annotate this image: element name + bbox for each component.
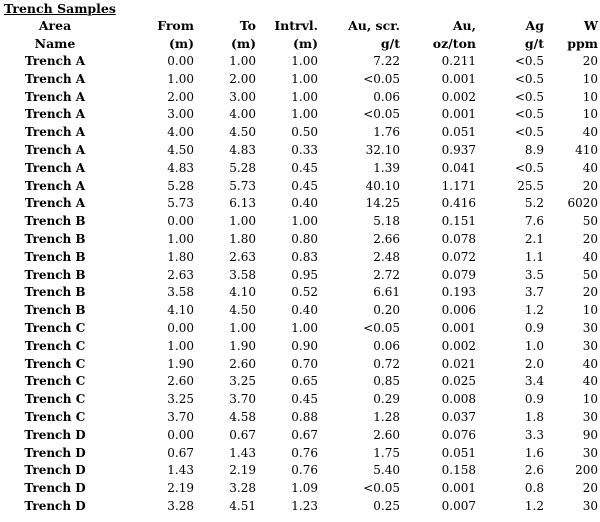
au-scr-cell: 0.25 bbox=[373, 498, 400, 513]
interval-cell: 1.00 bbox=[291, 214, 318, 229]
header-area-unit: Name bbox=[34, 36, 76, 51]
interval-cell: 0.52 bbox=[291, 285, 318, 300]
header-row-2 bbox=[0, 35, 598, 53]
interval-cell: 1.00 bbox=[291, 71, 318, 86]
area-cell: Trench B bbox=[24, 231, 86, 246]
to-cell: 3.58 bbox=[229, 267, 256, 282]
au-scr-cell: 5.40 bbox=[373, 463, 400, 478]
from-cell: 0.00 bbox=[167, 320, 194, 335]
header-from: From bbox=[157, 18, 194, 33]
table-row bbox=[0, 409, 598, 427]
area-cell: Trench D bbox=[24, 498, 86, 513]
w-cell: 50 bbox=[582, 267, 598, 282]
w-cell: 6020 bbox=[567, 196, 598, 211]
area-cell: Trench C bbox=[24, 356, 86, 371]
area-cell: Trench C bbox=[24, 392, 86, 407]
au-oz-cell: 0.937 bbox=[441, 142, 476, 157]
area-cell: Trench A bbox=[24, 142, 86, 157]
from-cell: 1.00 bbox=[167, 231, 194, 246]
interval-cell: 0.40 bbox=[291, 196, 318, 211]
interval-cell: 1.23 bbox=[291, 498, 318, 513]
area-cell: Trench A bbox=[24, 54, 86, 68]
w-cell: 30 bbox=[582, 320, 598, 335]
area-cell: Trench A bbox=[24, 125, 86, 140]
from-cell: 3.25 bbox=[167, 392, 194, 407]
header-area: Area bbox=[38, 18, 72, 33]
header-au-scr: Au, scr. bbox=[348, 18, 400, 33]
header-ag: Ag bbox=[525, 18, 544, 33]
to-cell: 4.50 bbox=[229, 125, 256, 140]
w-cell: 30 bbox=[582, 445, 598, 460]
ag-cell: 0.8 bbox=[524, 481, 544, 496]
trench-samples-table bbox=[0, 17, 598, 516]
area-cell: Trench C bbox=[24, 338, 86, 353]
au-scr-cell: 14.25 bbox=[365, 196, 400, 211]
to-cell: 3.28 bbox=[229, 481, 256, 496]
area-cell: Trench A bbox=[24, 107, 86, 122]
table-row bbox=[0, 338, 598, 356]
to-cell: 3.70 bbox=[229, 392, 256, 407]
table-row bbox=[0, 320, 598, 338]
from-cell: 1.00 bbox=[167, 338, 194, 353]
interval-cell: 0.76 bbox=[291, 463, 318, 478]
area-cell: Trench B bbox=[24, 303, 86, 318]
table-row bbox=[0, 231, 598, 249]
area-cell: Trench A bbox=[24, 89, 86, 104]
ag-cell: 1.2 bbox=[524, 498, 544, 513]
interval-cell: 0.45 bbox=[291, 160, 318, 175]
ag-cell: 3.3 bbox=[524, 427, 544, 442]
w-cell: 40 bbox=[582, 160, 598, 175]
interval-cell: 0.65 bbox=[291, 374, 318, 389]
au-oz-cell: 0.002 bbox=[441, 89, 476, 104]
interval-cell: 0.50 bbox=[291, 125, 318, 140]
ag-cell: 0.9 bbox=[524, 392, 544, 407]
table-row bbox=[0, 53, 598, 71]
au-scr-cell: 7.22 bbox=[373, 54, 400, 68]
to-cell: 1.80 bbox=[229, 231, 256, 246]
au-oz-cell: 0.041 bbox=[441, 160, 476, 175]
from-cell: 5.28 bbox=[167, 178, 194, 193]
area-cell: Trench B bbox=[24, 249, 86, 264]
interval-cell: 1.00 bbox=[291, 107, 318, 122]
from-cell: 1.43 bbox=[167, 463, 194, 478]
table-row bbox=[0, 391, 598, 409]
from-cell: 0.67 bbox=[167, 445, 194, 460]
au-oz-cell: 0.051 bbox=[441, 125, 476, 140]
interval-cell: 1.00 bbox=[291, 54, 318, 68]
table-row bbox=[0, 462, 598, 480]
area-cell: Trench D bbox=[24, 427, 86, 442]
au-oz-cell: 0.007 bbox=[441, 498, 476, 513]
from-cell: 2.63 bbox=[167, 267, 194, 282]
area-cell: Trench B bbox=[24, 214, 86, 229]
from-cell: 1.90 bbox=[167, 356, 194, 371]
from-cell: 4.00 bbox=[167, 125, 194, 140]
ag-cell: 8.9 bbox=[524, 142, 544, 157]
to-cell: 4.10 bbox=[229, 285, 256, 300]
ag-cell: 1.1 bbox=[524, 249, 544, 264]
table-row bbox=[0, 249, 598, 267]
to-cell: 3.25 bbox=[229, 374, 256, 389]
table-row bbox=[0, 106, 598, 124]
table-row bbox=[0, 498, 598, 516]
header-au-scr-unit: g/t bbox=[380, 36, 400, 51]
ag-cell: 2.1 bbox=[524, 231, 544, 246]
from-cell: 3.58 bbox=[167, 285, 194, 300]
au-oz-cell: 0.001 bbox=[441, 320, 476, 335]
from-cell: 4.83 bbox=[167, 160, 194, 175]
to-cell: 1.43 bbox=[229, 445, 256, 460]
interval-cell: 0.45 bbox=[291, 178, 318, 193]
au-oz-cell: 0.193 bbox=[441, 285, 476, 300]
table-row bbox=[0, 445, 598, 463]
ag-cell: 3.7 bbox=[524, 285, 544, 300]
area-cell: Trench A bbox=[24, 160, 86, 175]
au-oz-cell: 0.006 bbox=[441, 303, 476, 318]
au-scr-cell: 5.18 bbox=[373, 214, 400, 229]
to-cell: 1.00 bbox=[229, 54, 256, 68]
ag-cell: 3.5 bbox=[524, 267, 544, 282]
interval-cell: 0.83 bbox=[291, 249, 318, 264]
interval-cell: 0.76 bbox=[291, 445, 318, 460]
w-cell: 40 bbox=[582, 125, 598, 140]
to-cell: 5.28 bbox=[229, 160, 256, 175]
interval-cell: 0.90 bbox=[291, 338, 318, 353]
to-cell: 6.13 bbox=[229, 196, 256, 211]
from-cell: 2.00 bbox=[167, 89, 194, 104]
au-scr-cell: 2.66 bbox=[373, 231, 400, 246]
from-cell: 0.00 bbox=[167, 427, 194, 442]
table-row bbox=[0, 427, 598, 445]
from-cell: 3.00 bbox=[167, 107, 194, 122]
to-cell: 5.73 bbox=[229, 178, 256, 193]
au-scr-cell: 1.75 bbox=[373, 445, 400, 460]
header-from-unit: (m) bbox=[168, 36, 194, 51]
ag-cell: 3.4 bbox=[524, 374, 544, 389]
from-cell: 2.60 bbox=[167, 374, 194, 389]
to-cell: 1.00 bbox=[229, 320, 256, 335]
ag-cell: 1.6 bbox=[524, 445, 544, 460]
to-cell: 2.60 bbox=[229, 356, 256, 371]
area-cell: Trench D bbox=[24, 445, 86, 460]
to-cell: 2.19 bbox=[229, 463, 256, 478]
ag-cell: 5.2 bbox=[524, 196, 544, 211]
table-row bbox=[0, 284, 598, 302]
w-cell: 30 bbox=[582, 338, 598, 353]
au-oz-cell: 0.025 bbox=[441, 374, 476, 389]
interval-cell: 1.00 bbox=[291, 89, 318, 104]
header-to-unit: (m) bbox=[230, 36, 256, 51]
header-w: W bbox=[583, 18, 598, 33]
header-w-unit: ppm bbox=[567, 36, 598, 51]
table-row bbox=[0, 142, 598, 160]
table-row bbox=[0, 480, 598, 498]
to-cell: 0.67 bbox=[229, 427, 256, 442]
from-cell: 5.73 bbox=[167, 196, 194, 211]
area-cell: Trench A bbox=[24, 71, 86, 86]
au-oz-cell: 0.051 bbox=[441, 445, 476, 460]
interval-cell: 0.45 bbox=[291, 392, 318, 407]
area-cell: Trench B bbox=[24, 267, 86, 282]
page-title: Trench Samples bbox=[4, 1, 116, 16]
au-oz-cell: 0.076 bbox=[441, 427, 476, 442]
to-cell: 4.58 bbox=[229, 409, 256, 424]
area-cell: Trench A bbox=[24, 178, 86, 193]
w-cell: 40 bbox=[582, 374, 598, 389]
to-cell: 4.83 bbox=[229, 142, 256, 157]
to-cell: 4.50 bbox=[229, 303, 256, 318]
to-cell: 1.90 bbox=[229, 338, 256, 353]
header-au-oz: Au, bbox=[452, 18, 476, 33]
au-scr-cell: 0.72 bbox=[373, 356, 400, 371]
table-row bbox=[0, 160, 598, 178]
au-scr-cell: <0.05 bbox=[363, 481, 400, 496]
w-cell: 10 bbox=[582, 71, 598, 86]
au-oz-cell: 0.416 bbox=[441, 196, 476, 211]
au-scr-cell: 1.39 bbox=[373, 160, 400, 175]
w-cell: 30 bbox=[582, 498, 598, 513]
from-cell: 1.00 bbox=[167, 71, 194, 86]
au-oz-cell: 0.021 bbox=[441, 356, 476, 371]
to-cell: 2.00 bbox=[229, 71, 256, 86]
au-oz-cell: 0.151 bbox=[441, 214, 476, 229]
ag-cell: 25.5 bbox=[517, 178, 544, 193]
au-scr-cell: 2.60 bbox=[373, 427, 400, 442]
area-cell: Trench D bbox=[24, 481, 86, 496]
header-interval: Intrvl. bbox=[274, 18, 318, 33]
from-cell: 1.80 bbox=[167, 249, 194, 264]
ag-cell: 2.0 bbox=[524, 356, 544, 371]
to-cell: 3.00 bbox=[229, 89, 256, 104]
to-cell: 2.63 bbox=[229, 249, 256, 264]
interval-cell: 0.33 bbox=[291, 142, 318, 157]
to-cell: 1.00 bbox=[229, 214, 256, 229]
w-cell: 20 bbox=[582, 231, 598, 246]
w-cell: 40 bbox=[582, 356, 598, 371]
au-scr-cell: 2.48 bbox=[373, 249, 400, 264]
w-cell: 20 bbox=[582, 54, 598, 68]
w-cell: 20 bbox=[582, 481, 598, 496]
au-scr-cell: <0.05 bbox=[363, 71, 400, 86]
au-scr-cell: <0.05 bbox=[363, 320, 400, 335]
au-scr-cell: 0.06 bbox=[373, 89, 400, 104]
w-cell: 10 bbox=[582, 392, 598, 407]
au-oz-cell: 0.001 bbox=[441, 71, 476, 86]
from-cell: 3.28 bbox=[167, 498, 194, 513]
ag-cell: <0.5 bbox=[514, 89, 544, 104]
table-row bbox=[0, 356, 598, 374]
area-cell: Trench A bbox=[24, 196, 86, 211]
au-oz-cell: 0.037 bbox=[441, 409, 476, 424]
from-cell: 2.19 bbox=[167, 481, 194, 496]
ag-cell: 0.9 bbox=[524, 320, 544, 335]
interval-cell: 1.09 bbox=[291, 481, 318, 496]
au-scr-cell: 0.20 bbox=[373, 303, 400, 318]
interval-cell: 0.88 bbox=[291, 409, 318, 424]
interval-cell: 0.70 bbox=[291, 356, 318, 371]
au-scr-cell: 6.61 bbox=[373, 285, 400, 300]
w-cell: 200 bbox=[575, 463, 598, 478]
from-cell: 0.00 bbox=[167, 54, 194, 68]
w-cell: 10 bbox=[582, 303, 598, 318]
au-scr-cell: 1.76 bbox=[373, 125, 400, 140]
ag-cell: 2.6 bbox=[524, 463, 544, 478]
to-cell: 4.00 bbox=[229, 107, 256, 122]
table-header bbox=[0, 17, 598, 53]
w-cell: 20 bbox=[582, 178, 598, 193]
au-oz-cell: 0.079 bbox=[441, 267, 476, 282]
w-cell: 10 bbox=[582, 107, 598, 122]
w-cell: 90 bbox=[582, 427, 598, 442]
from-cell: 4.10 bbox=[167, 303, 194, 318]
area-cell: Trench C bbox=[24, 320, 86, 335]
header-to: To bbox=[239, 18, 256, 33]
au-oz-cell: 0.072 bbox=[441, 249, 476, 264]
header-ag-unit: g/t bbox=[524, 36, 544, 51]
au-oz-cell: 0.211 bbox=[441, 54, 476, 68]
interval-cell: 1.00 bbox=[291, 320, 318, 335]
interval-cell: 0.67 bbox=[291, 427, 318, 442]
table-row bbox=[0, 71, 598, 89]
ag-cell: <0.5 bbox=[514, 54, 544, 68]
w-cell: 40 bbox=[582, 249, 598, 264]
au-oz-cell: 0.008 bbox=[441, 392, 476, 407]
au-oz-cell: 0.158 bbox=[441, 463, 476, 478]
au-scr-cell: <0.05 bbox=[363, 107, 400, 122]
area-cell: Trench C bbox=[24, 374, 86, 389]
header-au-oz-unit: oz/ton bbox=[432, 36, 476, 51]
au-scr-cell: 40.10 bbox=[365, 178, 400, 193]
header-row-1 bbox=[0, 17, 598, 35]
from-cell: 4.50 bbox=[167, 142, 194, 157]
au-oz-cell: 0.002 bbox=[441, 338, 476, 353]
au-oz-cell: 0.078 bbox=[441, 231, 476, 246]
table-row bbox=[0, 213, 598, 231]
table-row bbox=[0, 373, 598, 391]
table-row bbox=[0, 124, 598, 142]
au-oz-cell: 0.001 bbox=[441, 107, 476, 122]
ag-cell: <0.5 bbox=[514, 125, 544, 140]
area-cell: Trench C bbox=[24, 409, 86, 424]
table-row bbox=[0, 302, 598, 320]
from-cell: 3.70 bbox=[167, 409, 194, 424]
ag-cell: <0.5 bbox=[514, 71, 544, 86]
interval-cell: 0.80 bbox=[291, 231, 318, 246]
to-cell: 4.51 bbox=[229, 498, 256, 513]
from-cell: 0.00 bbox=[167, 214, 194, 229]
interval-cell: 0.95 bbox=[291, 267, 318, 282]
w-cell: 30 bbox=[582, 409, 598, 424]
ag-cell: <0.5 bbox=[514, 160, 544, 175]
area-cell: Trench B bbox=[24, 285, 86, 300]
ag-cell: 1.2 bbox=[524, 303, 544, 318]
au-scr-cell: 0.06 bbox=[373, 338, 400, 353]
au-scr-cell: 0.85 bbox=[373, 374, 400, 389]
w-cell: 50 bbox=[582, 214, 598, 229]
ag-cell: 1.8 bbox=[524, 409, 544, 424]
table-row bbox=[0, 267, 598, 285]
au-scr-cell: 1.28 bbox=[373, 409, 400, 424]
w-cell: 10 bbox=[582, 89, 598, 104]
interval-cell: 0.40 bbox=[291, 303, 318, 318]
au-scr-cell: 2.72 bbox=[373, 267, 400, 282]
table-row bbox=[0, 178, 598, 196]
au-oz-cell: 0.001 bbox=[441, 481, 476, 496]
table-body bbox=[0, 53, 598, 516]
area-cell: Trench D bbox=[24, 463, 86, 478]
table-row bbox=[0, 89, 598, 107]
w-cell: 20 bbox=[582, 285, 598, 300]
ag-cell: <0.5 bbox=[514, 107, 544, 122]
au-scr-cell: 0.29 bbox=[373, 392, 400, 407]
w-cell: 410 bbox=[575, 142, 598, 157]
au-scr-cell: 32.10 bbox=[365, 142, 400, 157]
ag-cell: 1.0 bbox=[524, 338, 544, 353]
header-interval-unit: (m) bbox=[292, 36, 318, 51]
table-row bbox=[0, 195, 598, 213]
au-oz-cell: 1.171 bbox=[441, 178, 476, 193]
ag-cell: 7.6 bbox=[524, 214, 544, 229]
